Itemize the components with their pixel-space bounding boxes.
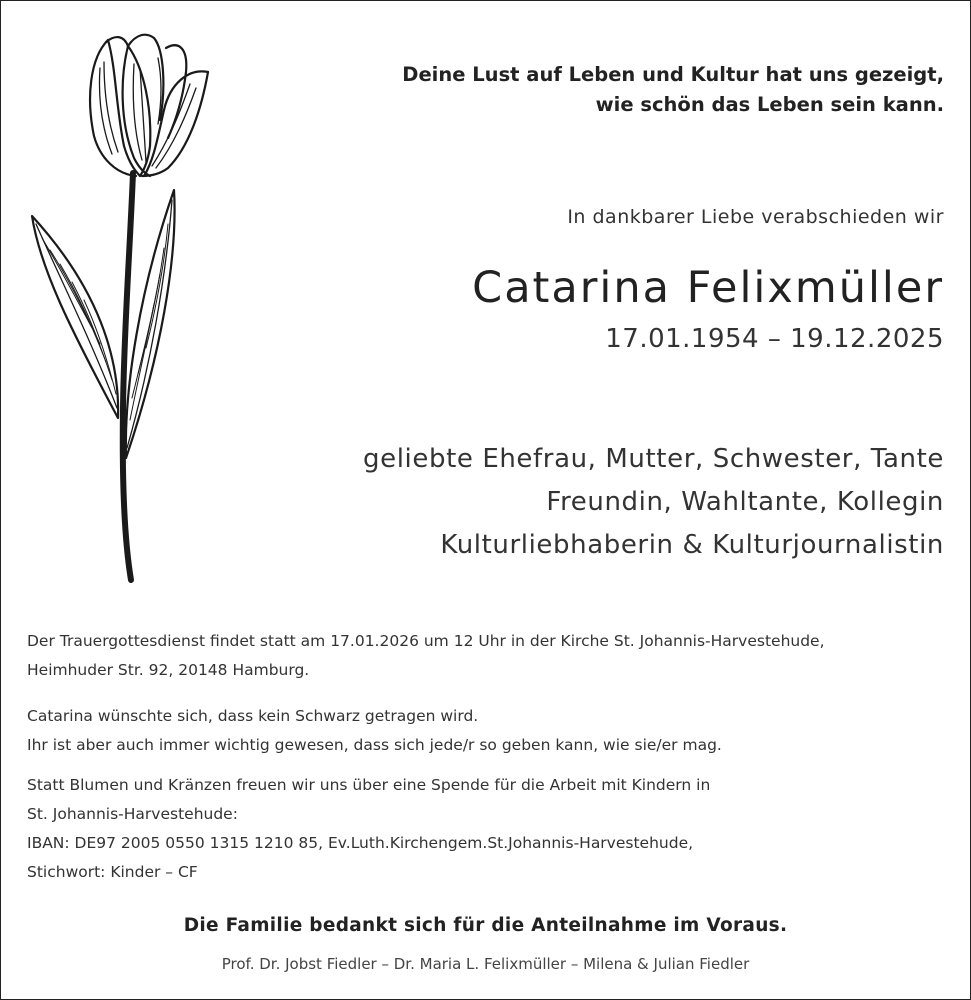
- service-line-2: Heimhuder Str. 92, 20148 Hamburg.: [27, 661, 310, 679]
- dresscode-line-2: Ihr ist aber auch immer wichtig gewesen, dass sich jede/r so geben kann, wie sie/er mag.: [27, 736, 722, 754]
- family-thanks: Die Familie bedankt sich für die Anteilnahme im Voraus.: [183, 915, 788, 936]
- donation-line-2: St. Johannis-Harvestehude:: [27, 805, 238, 823]
- life-dates: 17.01.1954 – 19.12.2025: [605, 324, 944, 354]
- dresscode-line-1: Catarina wünschte sich, dass kein Schwarz getragen wird.: [27, 707, 479, 725]
- deceased-name: Catarina Felixmüller: [472, 263, 944, 313]
- signers: Prof. Dr. Jobst Fiedler – Dr. Maria L. Felixmüller – Milena & Julian Fiedler: [221, 955, 750, 973]
- tulip-icon: [20, 28, 220, 588]
- motto-line-2: wie schön das Leben sein kann.: [595, 93, 944, 116]
- service-line-1: Der Trauergottesdienst findet statt am 17.01.2026 um 12 Uhr in der Kirche St. Johannis-Harvestehude,: [27, 632, 825, 650]
- role-line: geliebte Ehefrau, Mutter, Schwester, Tante: [363, 444, 944, 474]
- roles-list: [363, 438, 944, 567]
- donation-line-1: Statt Blumen und Kränzen freuen wir uns über eine Spende für die Arbeit mit Kindern in: [27, 776, 711, 794]
- service-info: [27, 627, 947, 685]
- donation-info: [27, 771, 947, 887]
- role-line: Freundin, Wahltante, Kollegin: [546, 487, 944, 517]
- donation-iban: IBAN: DE97 2005 0550 1315 1210 85, Ev.Luth.Kirchengem.St.Johannis-Harvestehude,: [27, 834, 694, 852]
- intro-line: In dankbarer Liebe verabschieden wir: [567, 206, 944, 228]
- role-line: Kulturliebhaberin & Kulturjournalistin: [440, 530, 944, 560]
- donation-keyword: Stichwort: Kinder – CF: [27, 863, 198, 881]
- motto-quote: [402, 60, 944, 120]
- dresscode-info: [27, 702, 947, 760]
- motto-line-1: Deine Lust auf Leben und Kultur hat uns gezeigt,: [402, 63, 944, 86]
